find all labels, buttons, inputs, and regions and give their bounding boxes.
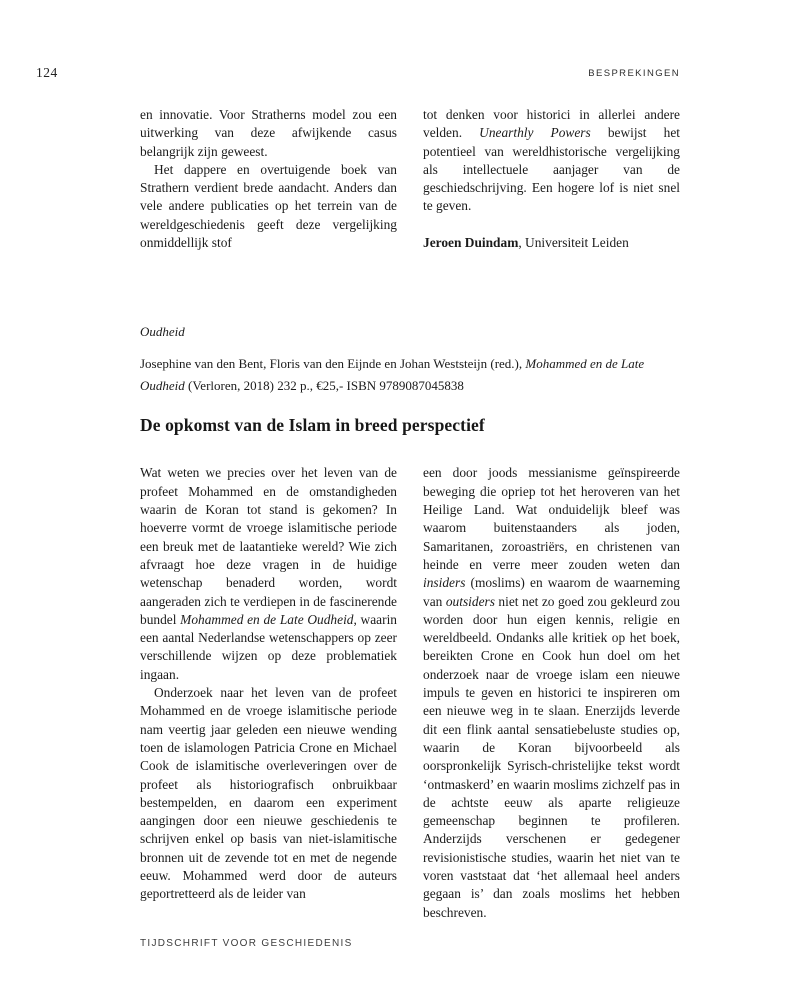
review-title: De opkomst van de Islam in breed perspectief xyxy=(140,415,485,436)
next-review-header xyxy=(140,324,680,436)
running-head-besprekingen: BESPREKINGEN xyxy=(588,68,680,79)
text-run: outsiders xyxy=(445,593,495,609)
review-end-right-column xyxy=(423,106,680,265)
text-run: en innovatie. Voor Stratherns model zou een uitwerking van deze afwijkende casus belangrijk zijn geweest. xyxy=(140,107,397,159)
review-body-right-column xyxy=(423,464,680,921)
page-number: 124 xyxy=(36,65,58,80)
paragraph xyxy=(140,161,397,252)
paragraph xyxy=(423,464,680,921)
paragraph xyxy=(140,684,397,904)
text-run: Jeroen Duindam xyxy=(423,234,519,250)
text-run: , Universiteit Leiden xyxy=(518,234,629,250)
review-body xyxy=(140,464,680,921)
reviewer-signature xyxy=(423,234,680,252)
journal-name-footer: TIJDSCHRIFT VOOR GESCHIEDENIS xyxy=(140,938,353,949)
text-run: bewijst het potentieel van wereldhistorische vergelijking als intellectuele aanjager van de geschiedschrijving. Een hogere lof is niet snel te geven. xyxy=(423,125,680,214)
paragraph xyxy=(140,106,397,161)
page-content xyxy=(140,106,680,922)
text-run: tot denken voor historici in allerlei andere velden. xyxy=(423,107,680,141)
text-run: Onderzoek naar het leven van de profeet Mohammed en de vroege islamitische periode nam veertig jaar geleden een nieuwe wending toen de islamologen Patricia Crone en Michael Cook de islamitische overleveringen over de profeet als historiografisch onbruikbaar bestempelden, en daarom een experiment aangingen door een nieuwe geschiedenis te schrijven enkel op basis van niet-islamitische bronnen uit de zevende tot en met de negende eeuw. Mohammed werd door de auteurs geportretteerd als de leider van xyxy=(140,685,397,902)
text-run: (moslims) en waarom de waarneming van xyxy=(423,575,680,609)
text-run: niet net zo goed zou gekleurd zou worden door hun eigen kennis, religie en wereldbeeld. Ondanks alle kritiek op het boek, bereikten Crone en Cook hun doel om het onderzoek naar de vroege islam een nieuwe impuls te geven en historici te inspireren om een nieuwe weg in te slaan. Enerzijds leverde dit een flink aantal sensatiebeluste studies op, waarin de Koran bijvoorbeeld als oorspronkelijk Syrisch-christelijke tekst wordt ‘ontmaskerd’ en waarin moslims zichzelf pas in de achtste eeuw als aparte religieuze gemeenschap beginnen te profileren. Anderzijds verschenen er gedegener revisionistische studies, waarin het niet van te voren vaststaat dat ‘het allemaal heel anders gegaan is’ dan zoals moslims het hebben beschreven. xyxy=(423,593,680,920)
review-end-right-paragraphs xyxy=(423,106,680,216)
paragraph xyxy=(140,464,397,684)
text-run: , waarin een aantal Nederlandse wetenschappers op zeer verschillende wijzen op deze problematiek ingaan. xyxy=(140,611,397,682)
section-genre-label: Oudheid xyxy=(140,324,185,340)
text-run: Mohammed en de Late Oudheid xyxy=(180,611,354,627)
text-run: (Verloren, 2018) 232 p., €25,- ISBN 9789087045838 xyxy=(184,377,464,393)
previous-review-end xyxy=(140,106,680,265)
text-run: Wat weten we precies over het leven van de profeet Mohammed en de omstandigheden waarin de Koran tot stand is gekomen? In hoeverre vormt de vroege islamitische periode een breuk met de laatantieke wereld? Wie zich afvraagt hoe deze vragen in de huidige wetenschap benaderd worden, wordt aangeraden zich te verdiepen in de fascinerende bundel xyxy=(140,465,397,627)
review-body-left-column xyxy=(140,464,397,921)
text-run: Mohammed en de Late Oudheid xyxy=(140,356,645,393)
text-run: Josephine van den Bent, Floris van den Eijnde en Johan Weststeijn (red.), xyxy=(140,356,526,372)
text-run: een door joods messianisme geïnspireerde beweging die opriep tot het heroveren van het Heilige Land. Wat onduidelijk bleef was waarom buitenstaanders als joden, Samaritanen, zoroastriërs, en christenen van heinde en verre meer zouden weten dan xyxy=(423,465,680,572)
text-run: Unearthly Powers xyxy=(479,125,591,141)
review-end-left-column xyxy=(140,106,397,265)
text-run: Het dappere en overtuigende boek van Strathern verdient brede aandacht. Anders dan vele andere publicaties op het terrein van de wereldgeschiedenis geeft deze vergelijking onmiddellijk stof xyxy=(140,161,397,251)
text-run: insiders xyxy=(423,575,466,591)
paragraph xyxy=(423,106,680,216)
bibliographic-reference xyxy=(140,353,680,396)
